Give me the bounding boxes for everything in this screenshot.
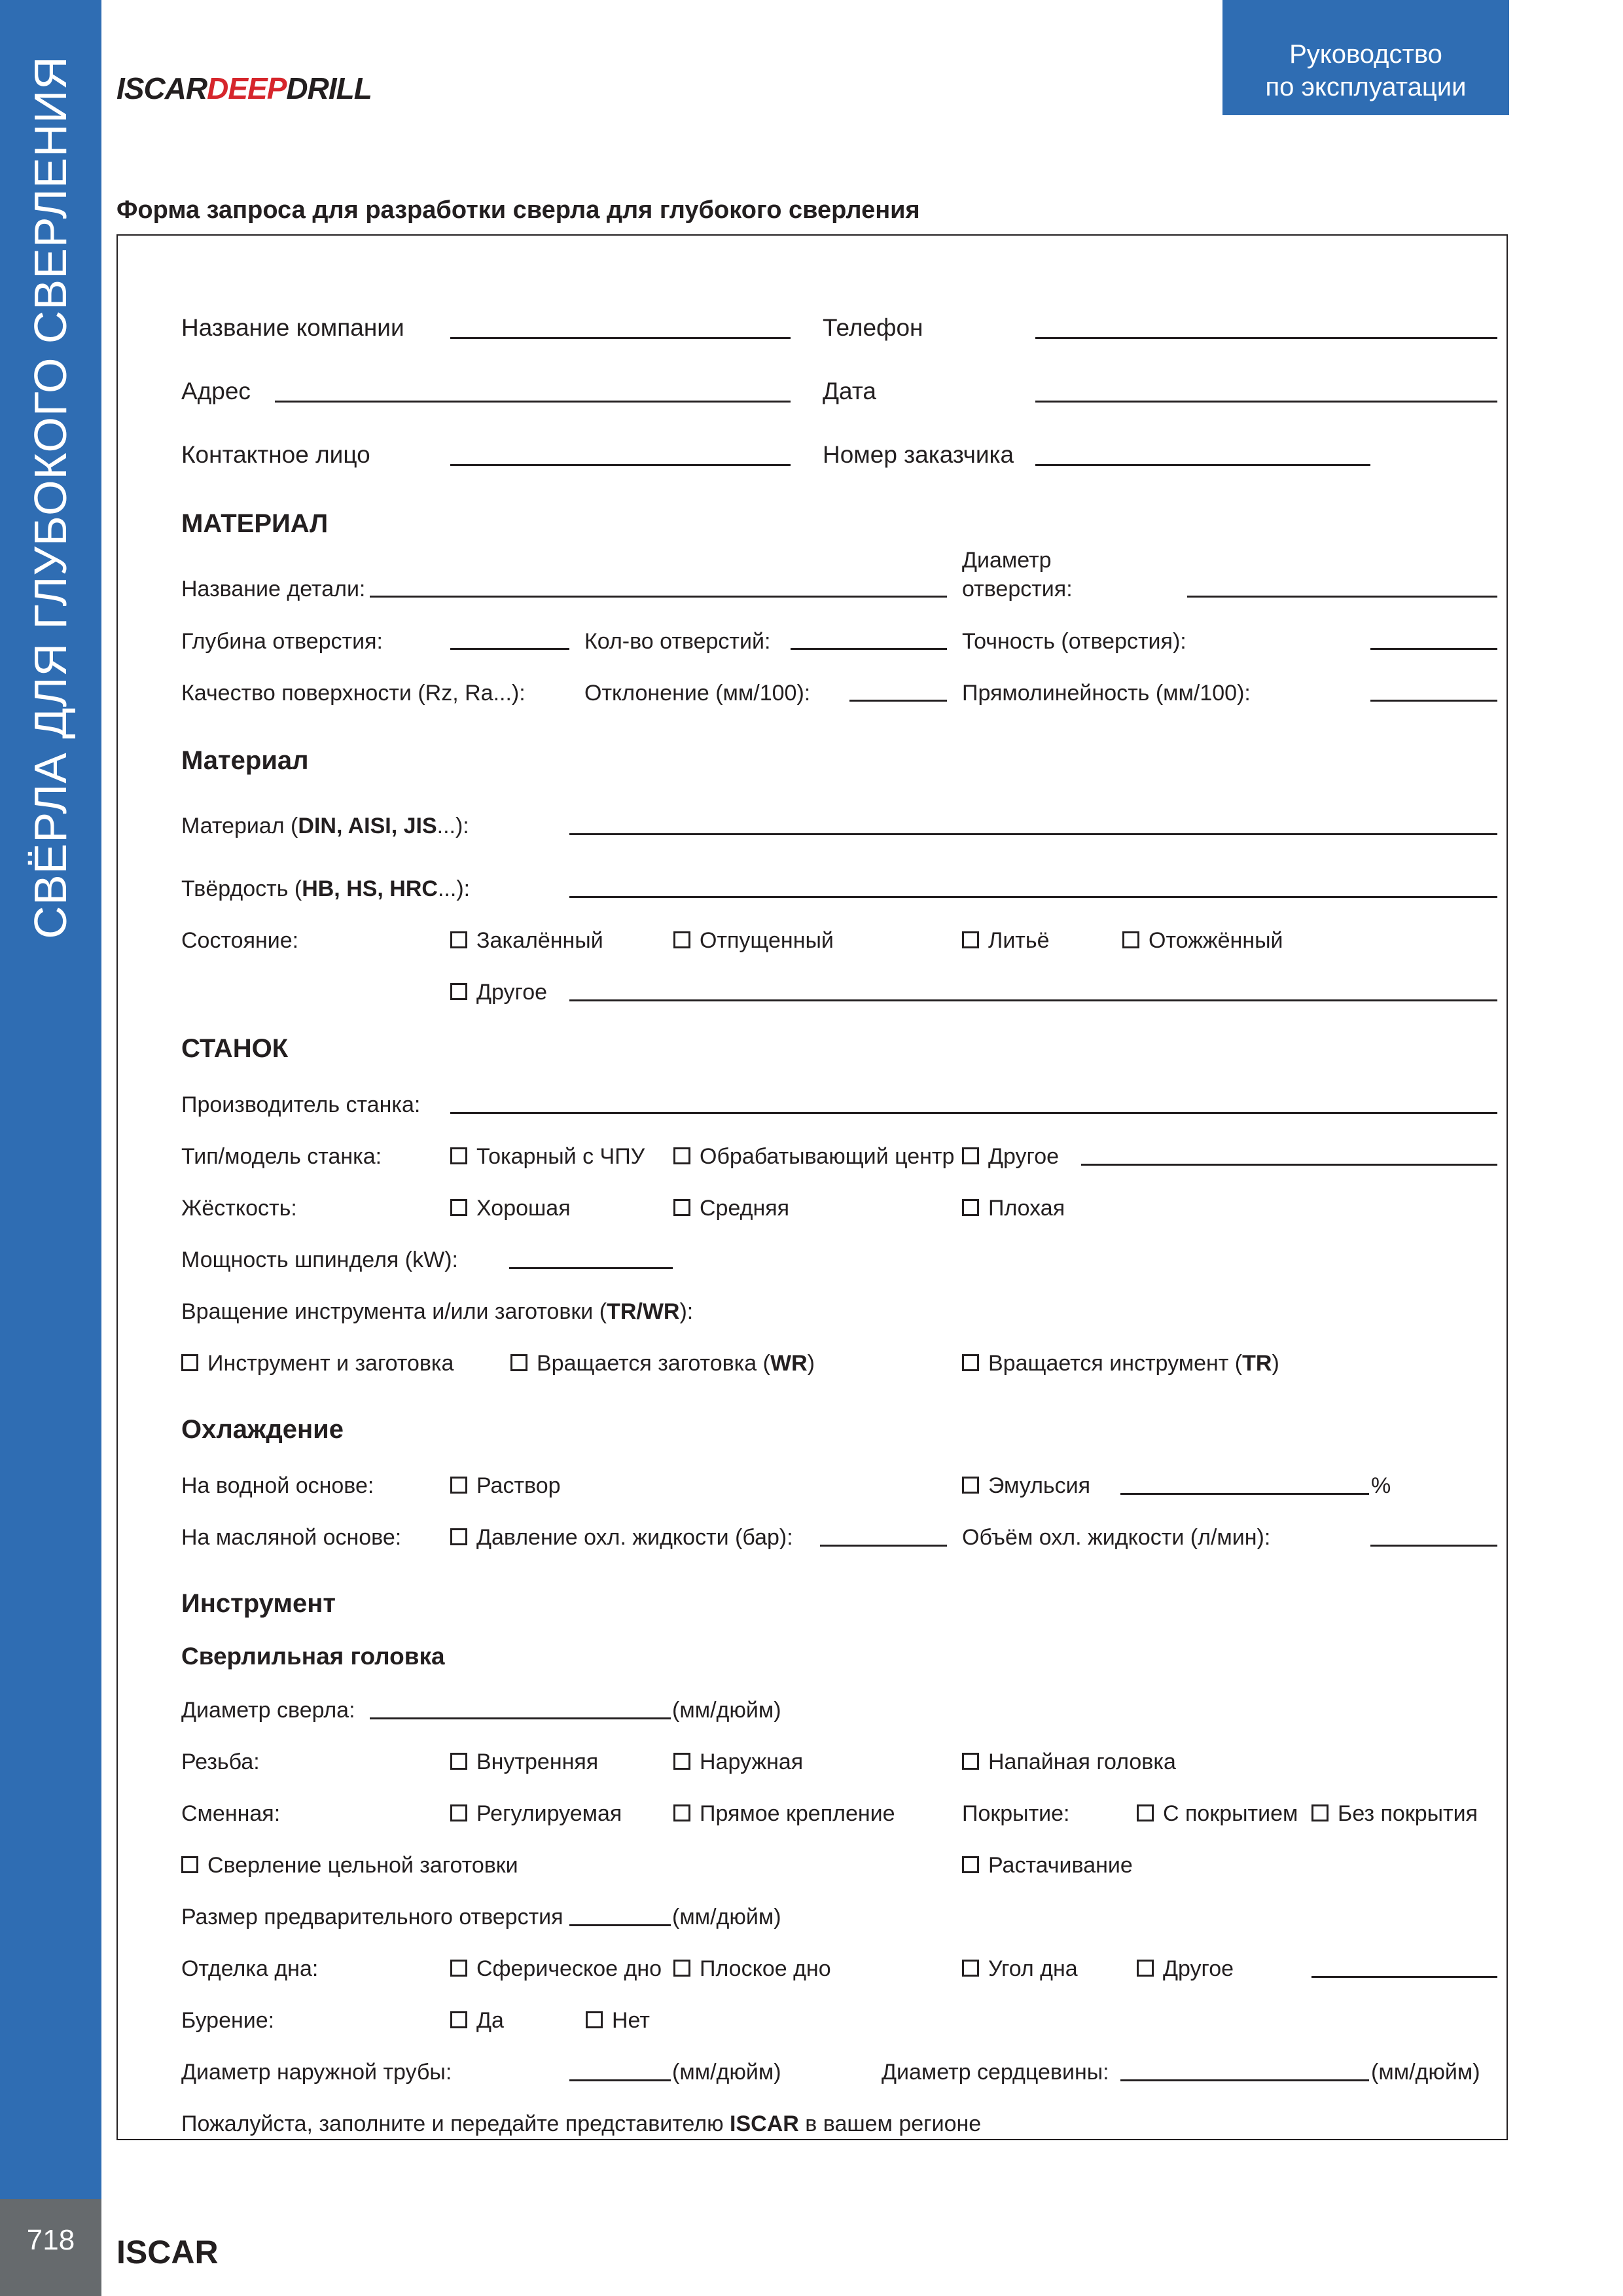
accuracy-field[interactable]	[1370, 648, 1497, 650]
rigidity-poor-checkbox[interactable]: Плохая	[962, 1195, 1065, 1221]
trepanning-yes-checkbox[interactable]: Да	[450, 2007, 504, 2034]
hole-diameter-label-1: Диаметр	[962, 548, 1052, 573]
prehole-size-field[interactable]	[569, 1924, 671, 1926]
page-number-box	[0, 2199, 101, 2296]
drill-diameter-field[interactable]	[370, 1717, 671, 1719]
manufacturer-label: Производитель станка:	[181, 1092, 421, 1117]
hardness-label: Твёрдость (HB, HS, HRC...):	[181, 876, 471, 901]
material-grade-field[interactable]	[569, 833, 1497, 835]
core-diameter-label: Диаметр сердцевины:	[882, 2060, 1109, 2085]
bottom-finish-label: Отделка дна:	[181, 1956, 319, 1981]
trepanning-no-checkbox[interactable]: Нет	[586, 2007, 650, 2034]
coolant-heading: Охлаждение	[181, 1415, 344, 1444]
tool-and-work-checkbox[interactable]: Инструмент и заготовка	[181, 1350, 454, 1376]
outer-tube-field[interactable]	[569, 2079, 671, 2081]
tool-rotates-checkbox[interactable]: Вращается инструмент (TR)	[962, 1350, 1279, 1376]
customer-number-field[interactable]	[1035, 464, 1370, 466]
contact-person-field[interactable]	[450, 464, 791, 466]
address-field[interactable]	[275, 401, 791, 403]
material-sub-heading: Материал	[181, 746, 309, 775]
spindle-power-field[interactable]	[509, 1267, 673, 1269]
surface-quality-label: Качество поверхности (Rz, Ra...):	[181, 681, 526, 706]
footer-brand: ISCAR	[116, 2234, 219, 2270]
hole-count-label: Кол-во отверстий:	[584, 629, 771, 654]
phone-label: Телефон	[823, 314, 923, 341]
tool-heading: Инструмент	[181, 1589, 336, 1618]
tempered-checkbox[interactable]: Отпущенный	[673, 927, 834, 954]
hole-diameter-label-2: отверстия:	[962, 577, 1073, 601]
sidebar-title: СВЁРЛА ДЛЯ ГЛУБОКОГО СВЕРЛЕНИЯ	[25, 56, 76, 939]
spindle-power-label: Мощность шпинделя (kW):	[181, 1247, 458, 1272]
rotation-label: Вращение инструмента и/или заготовки (TR/WR):	[181, 1299, 694, 1324]
deviation-label: Отклонение (мм/100):	[584, 681, 811, 706]
type-model-label: Тип/модель станка:	[181, 1144, 382, 1169]
outer-tube-unit: (мм/дюйм)	[672, 2060, 781, 2085]
cnc-lathe-checkbox[interactable]: Токарный с ЧПУ	[450, 1143, 645, 1170]
iscar-deepdrill-logo: ISCARDEEPDRILL	[116, 71, 372, 105]
oil-based-label: На масляной основе:	[181, 1525, 402, 1550]
machining-center-checkbox[interactable]: Обрабатывающий центр	[673, 1143, 954, 1170]
sidebar	[0, 0, 101, 2199]
contact-person-label: Контактное лицо	[181, 441, 370, 468]
adjustable-checkbox[interactable]: Регулируемая	[450, 1801, 622, 1827]
straightness-label: Прямолинейность (мм/100):	[962, 681, 1251, 706]
replaceable-label: Сменная:	[181, 1801, 281, 1826]
material-heading: МАТЕРИАЛ	[181, 509, 329, 538]
rigidity-good-checkbox[interactable]: Хорошая	[450, 1195, 571, 1221]
thread-label: Резьба:	[181, 1749, 260, 1774]
machine-heading: СТАНОК	[181, 1034, 289, 1063]
hardened-checkbox[interactable]: Закалённый	[450, 927, 603, 954]
external-checkbox[interactable]: Наружная	[673, 1749, 803, 1775]
internal-checkbox[interactable]: Внутренняя	[450, 1749, 598, 1775]
company-label: Название компании	[181, 314, 404, 341]
manual-label-line2: по эксплуатации	[1265, 73, 1467, 101]
emulsion-checkbox[interactable]: Эмульсия	[962, 1473, 1090, 1499]
coating-label: Покрытие:	[962, 1801, 1070, 1826]
form-title: Форма запроса для разработки сверла для глубокого сверления	[116, 196, 920, 224]
condition-label: Состояние:	[181, 928, 299, 953]
uncoated-checkbox[interactable]: Без покрытия	[1311, 1801, 1478, 1827]
rigidity-medium-checkbox[interactable]: Средняя	[673, 1195, 789, 1221]
part-name-field[interactable]	[370, 596, 947, 598]
pressure-checkbox[interactable]: Давление охл. жидкости (бар):	[450, 1524, 793, 1551]
manual-label-line1: Руководство	[1289, 40, 1442, 69]
trepanning-label: Бурение:	[181, 2008, 275, 2033]
address-label: Адрес	[181, 378, 251, 404]
flat-checkbox[interactable]: Плоское дно	[673, 1956, 831, 1982]
core-diameter-field[interactable]	[1120, 2079, 1369, 2081]
manufacturer-field[interactable]	[450, 1112, 1497, 1114]
water-based-label: На водной основе:	[181, 1473, 374, 1498]
outer-tube-label: Диаметр наружной трубы:	[181, 2060, 452, 2085]
percent-sign: %	[1371, 1473, 1391, 1498]
hole-diameter-field[interactable]	[1187, 596, 1497, 598]
bottom-other-field[interactable]	[1311, 1976, 1497, 1978]
rigidity-label: Жёсткость:	[181, 1196, 297, 1221]
hole-depth-field[interactable]	[450, 648, 569, 650]
date-field[interactable]	[1035, 401, 1497, 403]
spherical-checkbox[interactable]: Сферическое дно	[450, 1956, 662, 1982]
deviation-field[interactable]	[849, 700, 947, 702]
drill-diameter-unit: (мм/дюйм)	[672, 1698, 781, 1723]
material-grade-label: Материал (DIN, AISI, JIS...):	[181, 814, 469, 838]
date-label: Дата	[823, 378, 876, 404]
annealed-checkbox[interactable]: Отожжённый	[1122, 927, 1283, 954]
pressure-field[interactable]	[820, 1545, 947, 1547]
company-field[interactable]	[450, 337, 791, 339]
boring-checkbox[interactable]: Растачивание	[962, 1852, 1133, 1878]
customer-number-label: Номер заказчика	[823, 441, 1014, 468]
volume-label: Объём охл. жидкости (л/мин):	[962, 1525, 1271, 1550]
solution-checkbox[interactable]: Раствор	[450, 1473, 561, 1499]
hardness-field[interactable]	[569, 896, 1497, 898]
machine-other-field[interactable]	[1081, 1164, 1497, 1166]
bottom-other-checkbox[interactable]: Другое	[1137, 1956, 1234, 1982]
accuracy-label: Точность (отверстия):	[962, 629, 1186, 654]
angle-checkbox[interactable]: Угол дна	[962, 1956, 1078, 1982]
hole-count-field[interactable]	[791, 648, 947, 650]
emulsion-percent-field[interactable]	[1120, 1493, 1369, 1495]
straightness-field[interactable]	[1370, 700, 1497, 702]
prehole-size-label: Размер предварительного отверстия	[181, 1905, 563, 1929]
work-rotates-checkbox[interactable]: Вращается заготовка (WR)	[510, 1350, 815, 1376]
drill-diameter-label: Диаметр сверла:	[181, 1698, 355, 1723]
volume-field[interactable]	[1370, 1545, 1497, 1547]
solid-drilling-checkbox[interactable]: Сверление цельной заготовки	[181, 1852, 518, 1878]
page-number: 718	[26, 2224, 75, 2256]
direct-mount-checkbox[interactable]: Прямое крепление	[673, 1801, 895, 1827]
material-other-checkbox[interactable]: Другое	[450, 979, 547, 1005]
cast-checkbox[interactable]: Литьё	[962, 927, 1050, 954]
hole-depth-label: Глубина отверстия:	[181, 629, 383, 654]
part-name-label: Название детали:	[181, 577, 366, 601]
material-other-field[interactable]	[569, 999, 1497, 1001]
brazed-head-checkbox[interactable]: Напайная головка	[962, 1749, 1176, 1775]
drill-head-subheading: Сверлильная головка	[181, 1643, 445, 1670]
phone-field[interactable]	[1035, 337, 1497, 339]
coated-checkbox[interactable]: С покрытием	[1137, 1801, 1298, 1827]
machine-other-checkbox[interactable]: Другое	[962, 1143, 1059, 1170]
submission-note: Пожалуйста, заполните и передайте представителю ISCAR в вашем регионе	[181, 2111, 982, 2136]
core-diameter-unit: (мм/дюйм)	[1371, 2060, 1480, 2085]
manual-label-box	[1222, 0, 1509, 115]
prehole-size-unit: (мм/дюйм)	[672, 1905, 781, 1929]
